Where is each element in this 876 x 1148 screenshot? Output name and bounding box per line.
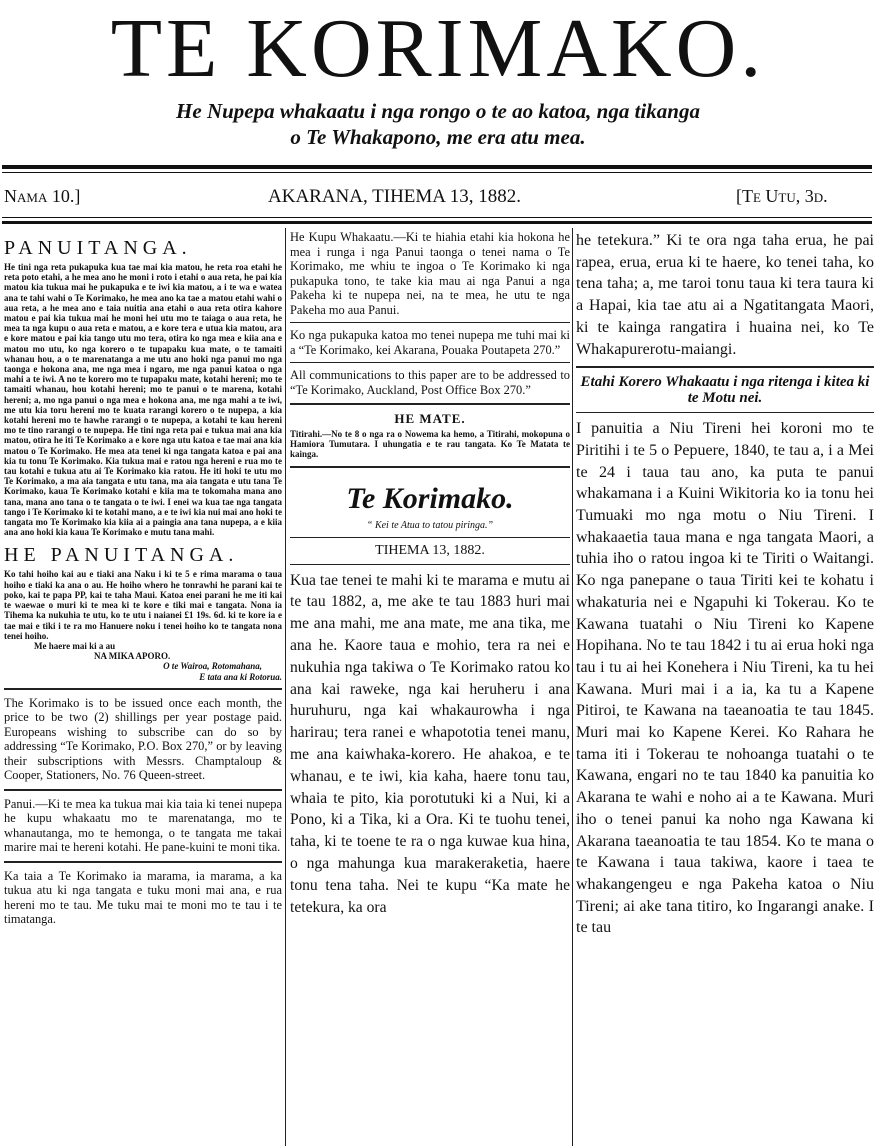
dateline-rule-thick [2, 221, 872, 224]
tagline-line-1: He Nupepa whakaatu i nga rongo o te ao katoa, nga tikanga [176, 99, 700, 123]
notice-signature-line-3: O te Wairoa, Rotomahana, [163, 661, 262, 672]
separator [290, 322, 570, 323]
separator [290, 403, 570, 405]
panuitanga-notice: He tini nga reta pukapuka kua tae mai kia matou, he reta roa etahi he reta poto etahi, a he mea ano he moni i roto i etahi o aua reta, he pai kia matou kia tukua mai he pukapuka e te iwi kia matou, a i te wa e watea ana te tahi wahi o Te Korimako, he mea ano ka tae a matou etahi wahi o aua reta, a he mea ano e taia nuitia ana etahi o aua reta otira kahore matou e pai kia tukua mai he moni hei utu mo te taiaga o aua reta, he mea ta nga kupu o aua reta e matou, a e kore tera e utua kia matou, ara e kore matou e pai kia tango utu mo tera, otira ko nga mea e kiia ana e matou mo utu, ko nga korero o te tupapaku kua mate, o te tamaiti whanau hou, a o te marenatanga a me utu ano hoki nga panui mo nga taonga e hokona ana, me nga mea i ngaro, me nga panui katoa o nga mahi a te iwi. A no te korero mo te tupapaku mate, kotahi hereni; mo te tamaiti whanau, hou kotahi hereni; mo te panui o te marena, kotahi hereni; a, mo nga panui o nga mea e hokona ana, me nga mahi a te iwi, me utu kia toru hereni mo te kuata rarangi korero o te nupepa, a kia kotahi hereni mo te hawhe rarangi o te nupepa, a kotahi te kau hereni mo te tino rarangi o te nupepa. He tini nga reta pai e tukua mai ana kia matou, otira he iti Te Korimako a e kore nga utu katoa e tae mai ana kia matou o Te Korimako. He mea ata tenei ki nga tangata katoa e pai ana kia tu tonu Te Korimako. Kia tukua mai e ratou nga hereni e rua mo te tau kotahi e tukua atu ai Te Korimako kia ratou. He iti hoki te utu mo Te Korimako, a ma aia tangata e utu tana, ma aia tangata e utu tana Te Korimako, kaua Te Korimako kotahi e kiia ma te tokomaha mana ano tana, mana ano tana o te tangata o te iwi. I enei wa kua tae nga tangata tango i Te Korimako ki te kotahi mano, a e te iwi kia nui mai ano hoki te tangata mo Te Korimako kia kiia ai a paingia ana tana nupepa, a e kiia ana ano hoki kia kaua Te Korimako e mutu tana mahi. [4, 262, 282, 538]
place-date: AKARANA, TIHEMA 13, 1882. [268, 186, 521, 207]
separator [4, 861, 282, 863]
separator [290, 564, 570, 565]
separator [576, 412, 874, 413]
dateline [0, 186, 876, 210]
editorial-article: Kua tae tenei te mahi ki te marama e mutu ai te tau 1882, a, me ake te tau 1883 huri mai me ana mahi, me ana mate, me ana tika, me ana he. Kaore taua e mohio, tera ra nei e nukuhia nga takiwa o Te Korimako ratou ko ana kai raweke, nga kai heruheru i ana huruhuru, nga kai whakaurowha i nga harirau; tera ranei e whapototia tenei manu, me ana kaiwhaka-korero. He ahakoa, e te whanau, e te iwi, kia kaha, haere tonu tau, whaia te pito, kia porotutuki ki a Nui, ki a Pono, ki a Tika, ki a Ora. Ki te tuohu tenei, taha, ki te toene te ra o nga kuwae kua hina, o nga mahunga kua marakeraketia, haere tonu tena taha. Nei te kupu “Ka mate he tetekura, ka ora [290, 571, 570, 916]
editorial-continued: he tetekura.” Ki te ora nga taha erua, he pai rapea, erua, erua ki te haere, ko tenei taha, ko tena taha; a, me taroi tonu taua ki tera taura ki a Hapai, kia tae atu ai a Ngatitangata Maori, ki te kainga rangatira i huaina nei, ko Te Whakapurerotu-maiangi. [576, 232, 874, 358]
column-1 [4, 230, 282, 1144]
notice-signature-line-4: E tata ana ki Rotorua. [199, 671, 282, 682]
column-2 [290, 230, 570, 1144]
kupu-whakaatu-notice: He Kupu Whakaatu.—Ki te hiahia etahi kia hokona he mea i runga i nga Panui taonga o tenei nama o Te Korimako, me whiu te ingoa o Te Korimako ki nga pukapuka tono, te take kia mau ai nga Panui a nga Pakeha ki te nupepa nei, na te mea, he utu te nga Pakeha mo aua Panui. [290, 230, 570, 317]
separator [290, 362, 570, 363]
english-subscription-notice: The Korimako is to be issued once each month, the price to be two (2) shillings per year postage paid. Europeans wishing to subscribe can do so by addressing “Te Korimako, P.O. Box 270,” or by leaving their subscriptions with Messrs. Champtaloup & Cooper, Stationers, No. 76 Queen-street. [4, 695, 282, 783]
editorial-date: TIHEMA 13, 1882. [375, 542, 485, 558]
masthead-rule-thick [2, 165, 872, 169]
panui-notice: Panui.—Ki te mea ka tukua mai kia taia ki tenei nupepa he kupu whakaatu mo te marenatanga, mo te whanautanga, mo te hemonga, o te tangata me takai marire mai te hereni kotahi. He pane-kuini te moni tika. [4, 796, 282, 855]
dateline-rule-thin [2, 217, 872, 218]
history-subheading: Etahi Korero Whakaatu i nga ritenga i kitea ki te Motu nei. [580, 374, 870, 407]
he-mate-heading: HE MATE. [394, 411, 466, 426]
issue-price: [Te Utu, 3d. [736, 186, 828, 206]
he-panuitanga-notice: Ko tahi hoiho kai au e tiaki ana Naku i ki te 5 e rima marama o taua hoiho e tiaki ka ana o au. He hoiho whero he tonrawhi he parani kai te poko, kai te papa PP, kai te taha Maui. Katoa enei parani he me iti kai te waewae o muri ki te mea ki te kore e tiki mai e tangata. Nona ia Tihema ka nukuhia te utu, ko te utu i naianei £1 19s. 6d. ki te kore ia e tae mai e tiki i te ra mo Hanuere noku i tenei hoiho ko te tangata nona tenei hoiho. [4, 569, 282, 641]
tagline-line-2: o Te Whakapono, me era atu mea. [290, 125, 586, 149]
panuitanga-heading: PANUITANGA. [4, 237, 192, 259]
notice-signature-line-1: Me haere mai ki a au [34, 640, 116, 651]
history-article: I panuitia a Niu Tireni hei koroni mo te Piritihi i te 5 o Pepuere, 1840, te tau a, i a Mei te 24 i taua tau ano, ka puta te panui whakamana i a Kuini Wikitoria ko ia tonu hei Tumuaki mo nga motu o Niu Tireni. I whakaaetia taua mana e nga tangata Maori, a tuhia iho o ratou ingoa ki te Tiriti o Waitangi. Ko nga panepane o taua Tiriti kei te kohatu i whakaturia nei e Ngapuhi ki Tokerau. Ko te Kawana tuatahi o Niu Tireni ko Kapene Hopihana. No te tau 1842 i tu ai erua hoki nga tau i tu ai hei Konehera i Niu Tireni, ka tu hei Kawana. Muri mai i a ia, ka tu a Kapene Pitiroi, te Kawana na taeanoatia te tau 1845. Muri mai ko Kapene Kerei. Ko Rahara he tama iti i Tokerau te nohoanga tuatahi o te Kawana, engari no te tau 1840 ka panuitia ko Akarana te wahi e noho ai a te Kawana. Muri iho o tenei panui ka noho nga Kawana ki Akarana taeanoatia te tau 1854. Ko te mana o te Kawana i taua takiwa, kaore i taea te whakangengeu e nga Pakeha katoa o Niu Tireni; ai ake tana titiro, ko Ingarangi anake. I te tau [576, 420, 874, 937]
separator [4, 789, 282, 791]
column-divider-2 [572, 228, 573, 1146]
separator [290, 466, 570, 468]
notice-signature-name: NA MIKA APORO. [94, 651, 171, 662]
column-divider-1 [285, 228, 286, 1146]
masthead-title: TE KORIMAKO. [110, 2, 766, 95]
ka-taia-notice: Ka taia a Te Korimako ia marama, ia marama, a ka tukua atu ki nga tangata e tuku moni mai ana, e rua hereni mo te tau. Me tuku mai te moni mo te tau i te timatanga. [4, 868, 282, 927]
editorial-motto: “ Kei te Atua to tatou piringa.” [366, 519, 494, 531]
masthead-rule-thin [2, 172, 872, 173]
column-3 [576, 230, 874, 1144]
he-panuitanga-heading: HE PANUITANGA. [4, 544, 239, 567]
editorial-title: Te Korimako. [346, 481, 514, 515]
he-mate-notice: Titirahi.—No te 8 o nga ra o Nowema ka hemo, a Titirahi, mokopuna o Hamiora Tumutara. I uhungatia e te rau tangata. Ko Te Matata te kainga. [290, 429, 570, 460]
pukapuka-notice: Ko nga pukapuka katoa mo tenei nupepa me tuhi mai ki a “Te Korimako, kei Akarana, Pouaka Poutapeta 270.” [290, 328, 570, 357]
separator [290, 537, 570, 538]
issue-number: Nama 10.] [4, 186, 81, 206]
separator [576, 366, 874, 368]
tagline [40, 98, 836, 150]
english-communications-notice: All communications to this paper are to be addressed to “Te Korimako, Auckland, Post Office Box 270.” [290, 368, 570, 397]
separator [4, 688, 282, 690]
